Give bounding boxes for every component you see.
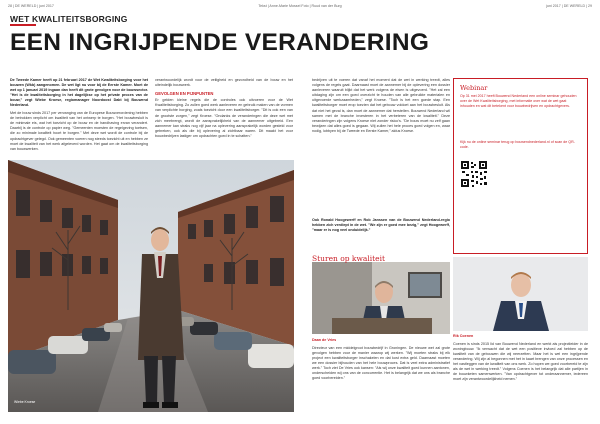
article-column-1 bbox=[10, 78, 148, 158]
webinar-box bbox=[453, 78, 588, 254]
daan-column bbox=[312, 338, 450, 418]
article-title: EEN INGRIJPENDE VERANDERING bbox=[10, 29, 430, 56]
article-paragraph: Met de bouw sinds 2017 per vervanging van de Europese Bouwverordening hebben de betrokken verplicht om kwaliteit van het ontwerp te borgen. "Het bouwbesluit is de minimale eis, wat het toezicht op de bouw en de handhaving ervan verandert. Daarbij is de controle op papier weg. "Gemeenten moesten de regelgeving toetsen, die zo minimale kwaliteit hoort te borgen." Met deze wet wordt de controle bij de opdrachtgever gelegd. Ook gemeenten voeren nog steeds toezicht uit en hebben ze moet de kwaliteit van het werk afgeleverd worden. Het gaat om de kwaliteitsborging van bouwwerken. bbox=[10, 111, 148, 151]
sturen-column bbox=[312, 264, 450, 274]
page-header-right: juni 2017 | DE WERELD | 29 bbox=[546, 4, 592, 8]
article-column-2 bbox=[155, 78, 293, 158]
article-kicker: WET KWALITEITSBORGING bbox=[10, 14, 128, 24]
photo-rik bbox=[453, 257, 588, 331]
webinar-link[interactable]: Kijk nu de online seminar terug op bouwendnederland.nl of scan de QR-code. bbox=[460, 140, 575, 149]
rik-text: Coenen is sinds 2015 lid van Bouwend Nederland en werkt als projectleider in de woningbouw. "Ik verwacht dat de wet een positieve invloed zal hebben op de kwaliteit van de gebouwen die wij neerzetten. Maar het is wel een ingrijpende verandering. Wij zijn al begonnen met het in kaart brengen van onze processen en het vastleggen van de kwaliteit van ons werk. Zo hopen we goed voorbereid te zijn als de wet in werking treedt." Volgens Coenen is het belangrijk dat alle partijen in de bouwketen samenwerken. "Van opdrachtgever tot onderaannemer, iedereen moet zijn verantwoordelijkheid nemen." bbox=[453, 341, 588, 382]
rik-column bbox=[453, 334, 588, 418]
webinar-text: Op 31 mei 2017 heeft Bouwend Nederland een online seminar gehouden over de Wet Kwaliteitsborging, met informatie over wat de wet gaat inhouden en wat dit betekent voor bouwbedrijven en opdrachtgevers. bbox=[460, 94, 577, 108]
qr-code-icon[interactable] bbox=[460, 160, 488, 188]
article-column-3 bbox=[312, 78, 450, 216]
article-paragraph: Er gelden kleine regels die de controles ook uitvoeren voor de Wet Kwaliteitsborging. Zo zullen goed werk aanleveren en gebruik maken van de vormen van verplichte borging, zoals toezicht door een kwaliteitsborger. "Dit is ook een van de grootste zorgen," zegt Kroese. "Ondanks de veranderingen die deze wet met zich meebrengt, wordt de aansprakelijkheid van de aannemer uitgebreid. Een aannemer kan straks nog vijf jaar na oplevering aansprakelijk worden gesteld voor gebreken, ook als die bij oplevering al zichtbaar waren. Dit maakt het voor bouwbedrijven lastiger om opdrachten goed in te schatten." bbox=[155, 98, 293, 138]
article-paragraph: bedrijven uit te voeren dat vanaf het moment dat de wet in werking treedt, alles volgens de regels gaat. Daarnaast moet de aannemer bij de oplevering een dossier aanleveren waaruit blijkt dat het werk volgens de eisen is uitgevoerd. "Het zal een uitdaging zijn om een goed overzicht te houden van alle gebruikte materialen en uitgevoerde werkzaamheden," zegt Kroese. "Toch is het een goede stap. Een kwaliteitsborger moet erop toezien dat het gebouw voldoet aan het bouwbesluit. Als dat niet het geval is, dan moet de aannemer dat herstellen. Bouwend Nederland wil samen met de branche investeren in het verbeteren van de kwaliteit." Deze veranderingen zijn volgens Kroese niet zonder risico's. "De bouw moet nu zelf gaan bewijzen dat alles goed is gegaan. Wij zullen het hele proces goed volgen en, waar nodig, lobbyen bij de Tweede en Eerste Kamer," aldus Kroese. bbox=[312, 78, 450, 133]
webinar-title: Webinar bbox=[460, 84, 488, 92]
sturen-heading: Sturen op kwaliteit bbox=[312, 254, 386, 263]
sturen-intro: Ook Ronald Hoogewerff en Rob Janssen van de Bouwend Nederland-regio hebben zich verdiept in de wet. "We zijn er goed mee bezig," zegt Hoogewerff, "maar er is nog veel onduidelijk." bbox=[312, 218, 450, 233]
page-header-credits: Tekst | Anne-Marie Mossel Foto | Ruud van der Burg bbox=[258, 4, 342, 8]
daan-name: Daan de Vries bbox=[312, 338, 337, 342]
page-header-left: 28 | DE WERELD | juni 2017 bbox=[8, 4, 54, 8]
article-subhead: GEVOLGEN EN PIJNPUNTEN bbox=[155, 90, 214, 96]
main-photo bbox=[8, 160, 294, 412]
article-paragraph: verantwoordelijk wordt voor de veiligheid en gezondheid van de bouw en het uiteindelijk bouwwerk. bbox=[155, 78, 293, 88]
article-lead: De Tweede Kamer heeft op 21 februari 2017 de Wet Kwaliteitsborging voor het bouwen (Wkb) aangenomen. De wet ligt nu voor bij de Eerste Kamer. Moet de wet op 1 januari 2019 ingaan dan heeft dit grote gevolgen voor de bouwsector. "Het is de kwaliteitsborging in het dagelijkse op het private proces van de bouw," zegt Wiebe Kroese, regiomanager Noordoost Dakt bij Bouwend Nederland. bbox=[10, 78, 148, 108]
photo-caption: Wiebe Kroese bbox=[14, 400, 36, 404]
rik-name: Rik Coenen bbox=[453, 334, 474, 338]
daan-text: Directeur van een middelgroot bouwbedrijf in Groningen. De nieuwe wet zal grote gevolgen hebben voor de manier waarop wij werken. "Wij moeten straks bij elk project een kwaliteitsborger inschakelen en dat kost extra geld. Daarnaast moeten we een dossier bijhouden van het hele bouwproces. Dat is veel extra administratief werk." Toch ziet De Vries ook kansen: "Als wij onze kwaliteit goed kunnen aantonen, onderscheiden wij ons van de concurrentie. Het is belangrijk dat we ons als branche goed voorbereiden." bbox=[312, 345, 450, 381]
kicker-accent-bar bbox=[10, 24, 36, 26]
